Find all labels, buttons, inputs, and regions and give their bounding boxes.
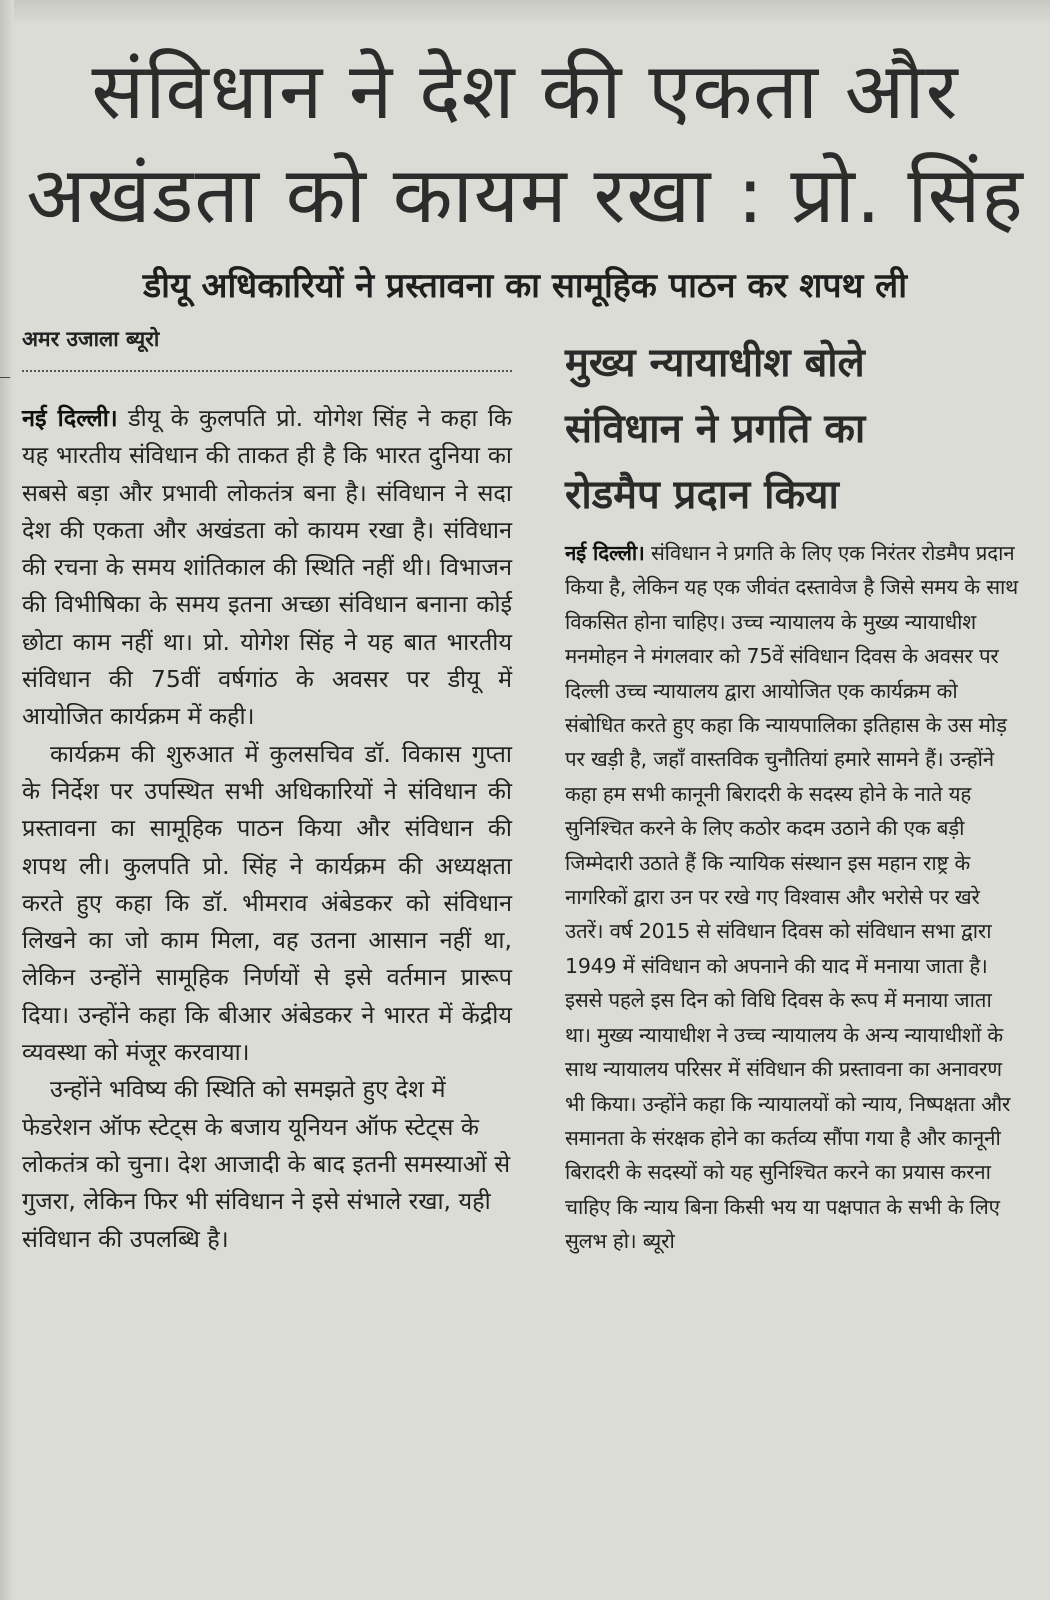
paper-edge-top [0, 0, 1050, 26]
article-dateline: नई दिल्ली। [22, 404, 118, 432]
article-paragraph-3: उन्होंने भविष्य की स्थिति को समझते हुए देश में फेडरेशन ऑफ स्टेट्स के बजाय यूनियन ऑफ स्टेट्स के लोकतंत्र को चुना। देश आजादी के बाद इतनी समस्याओं से गुजरा, लेकिन फिर भी संविधान ने इसे संभाले रखा, यही संविधान की उपलब्धि है। [22, 1075, 511, 1253]
margin-tick-mark [0, 377, 10, 378]
article-paragraph-1-text: डीयू के कुलपति प्रो. योगेश सिंह ने कहा कि यह भारतीय संविधान की ताकत ही है कि भारत दुनिया का सबसे बड़ा और प्रभावी लोकतंत्र बना है। संविधान ने सदा देश की एकता और अखंडता को कायम रखा है। संविधान की रचना के समय शांतिकाल की स्थिति नहीं थी। विभाजन की विभीषिका के समय इतना अच्छा संविधान बनाना कोई छोटा काम नहीं था। प्रो. योगेश सिंह ने यह बात भारतीय संविधान की 75वीं वर्षगांठ के अवसर पर डीयू में आयोजित कार्यक्रम में कही। [22, 404, 512, 731]
subheadline: डीयू अधिकारियों ने प्रस्तावना का सामूहिक पाठन कर शपथ ली [142, 266, 908, 306]
sidebar-dateline: नई दिल्ली। [565, 541, 645, 565]
byline: अमर उजाला ब्यूरो [22, 327, 160, 351]
headline-line-2: अखंडता को कायम रखा : प्रो. सिंह [26, 151, 1024, 241]
main-article-column [22, 400, 512, 1258]
paper-edge-left [0, 0, 14, 1600]
sidebar-body [565, 536, 1020, 1259]
article-paragraph-2: कार्यक्रम की शुरुआत में कुलसचिव डॉ. विकास गुप्ता के निर्देश पर उपस्थित सभी अधिकारियों ने संविधान की प्रस्तावना का सामूहिक पाठन किया और संविधान की शपथ ली। कुलपति प्रो. सिंह ने कार्यक्रम की अध्यक्षता करते हुए कहा कि डॉ. भीमराव अंबेडकर को संविधान लिखने का जो काम मिला, वह उतना आसान नहीं था, लेकिन उन्होंने सामूहिक निर्णयों से इसे वर्तमान प्रारूप दिया। उन्होंने कहा कि बीआर अंबेडकर ने भारत में केंद्रीय व्यवस्था को मंजूर करवाया। [22, 739, 512, 1067]
headline-line-1: संविधान ने देश की एकता और [91, 47, 959, 137]
sidebar-story [565, 330, 1020, 1259]
sidebar-headline-line-1: मुख्य न्यायाधीश बोले [565, 340, 865, 386]
sidebar-headline-line-3: रोडमैप प्रदान किया [565, 472, 839, 518]
sidebar-headline [565, 330, 1020, 528]
byline-divider [22, 370, 512, 372]
article-paragraph-1 [22, 400, 512, 736]
sidebar-headline-line-2: संविधान ने प्रगति का [565, 406, 866, 452]
sidebar-body-text: संविधान ने प्रगति के लिए एक निरंतर रोडमैप प्रदान किया है, लेकिन यह एक जीवंत दस्तावेज है जिसे समय के साथ विकसित होना चाहिए। उच्च न्यायालय के मुख्य न्यायाधीश मनमोहन ने मंगलवार को 75वें संविधान दिवस के अवसर पर दिल्ली उच्च न्यायालय द्वारा आयोजित एक कार्यक्रम को संबोधित करते हुए कहा कि न्यायपालिका इतिहास के उस मोड़ पर खड़ी है, जहाँ वास्तविक चुनौतियां हमारे सामने हैं। उन्होंने कहा हम सभी कानूनी बिरादरी के सदस्य होने के नाते यह सुनिश्चित करने के लिए कठोर कदम उठाने की एक बड़ी जिम्मेदारी उठाते हैं कि न्यायिक संस्थान इस महान राष्ट्र के नागरिकों द्वारा उन पर रखे गए विश्वास और भरोसे पर खरे उतरें। वर्ष 2015 से संविधान दिवस को संविधान सभा द्वारा 1949 में संविधान को अपनाने की याद में मनाया जाता है। इससे पहले इस दिन को विधि दिवस के रूप में मनाया जाता था। मुख्य न्यायाधीश ने उच्च न्यायालय के अन्य न्यायाधीशों के साथ न्यायालय परिसर में संविधान की प्रस्तावना का अनावरण भी किया। उन्होंने कहा कि न्यायालयों को न्याय, निष्पक्षता और समानता के संरक्षक होने का कर्तव्य सौंपा गया है और कानूनी बिरादरी के सदस्यों को यह सुनिश्चित करने का प्रयास करना चाहिए कि न्याय बिना किसी भय या पक्षपात के सभी के लिए सुलभ हो। ब्यूरो [565, 541, 1019, 1254]
